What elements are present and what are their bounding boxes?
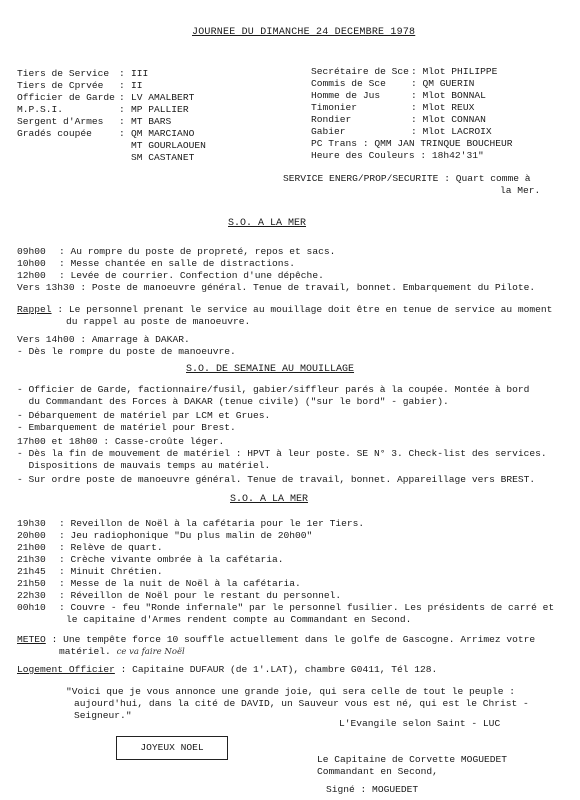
right-list-item: Rondier : Mlot CONNAN <box>311 114 486 125</box>
section-title-a-la-mer: S.O. A LA MER <box>228 218 307 229</box>
left-list-item: Tiers de Cprvée : II <box>17 80 143 91</box>
left-list-item: M.P.S.I. : MP PALLIER <box>17 104 189 115</box>
left-list-item: Gradés coupée : QM MARCIANO <box>17 128 195 139</box>
mouillage-line: - Officier de Garde, factionnaire/fusil, gabier/siffleur parés à la coupée. Montée à bord <box>17 384 530 395</box>
schedule-row: 10h00 : Messe chantée en salle de distractions. <box>17 258 296 269</box>
schedule-row: 20h00 : Jeu radiophonique "Du plus malin de 20h00" <box>17 530 313 541</box>
schedule-row: 21h30 : Crèche vivante ombrée à la cafétaria. <box>17 554 284 565</box>
schedule-row: 21h00 : Relève de quart. <box>17 542 163 553</box>
schedule-row: 12h00 : Levée de courrier. Confection d'une dépêche. <box>17 270 324 281</box>
left-list-item: Sergent d'Armes : MT BARS <box>17 116 172 127</box>
mouillage-line: Dispositions de mauvais temps au matériel. <box>17 460 271 471</box>
schedule-row: 21h45 : Minuit Chrétien. <box>17 566 163 577</box>
signature-line: Signé : MOGUEDET <box>326 784 419 795</box>
mouillage-line: - Débarquement de matériel par LCM et Grues. <box>17 410 271 421</box>
signature-line: Commandant en Second, <box>317 766 438 777</box>
grades-extra-1: MT GOURLAOUEN <box>131 140 206 151</box>
service-energ: SERVICE ENERG/PROP/SECURITE : Quart comme à <box>283 173 531 184</box>
quote-source: L'Evangile selon Saint - LUC <box>339 718 501 729</box>
couvre-feu-cont: le capitaine d'Armes rendent compte au Commandant en Second. <box>66 614 412 625</box>
quote-line: Seigneur." <box>74 710 132 721</box>
schedule-row: 09h00 : Au rompre du poste de propreté, repos et sacs. <box>17 246 336 257</box>
quote-line: aujourd'hui, dans la cité de DAVID, un Sauveur vous est né, qui est le Christ - <box>74 698 529 709</box>
rappel-note-cont: du rappel au poste de manoeuvre. <box>66 316 251 327</box>
right-list-item: Gabier : Mlot LACROIX <box>311 126 492 137</box>
arrival-note-sub: - Dès le rompre du poste de manoeuvre. <box>17 346 236 357</box>
left-list-item: Officier de Garde : LV AMALBERT <box>17 92 195 103</box>
mouillage-line: - Embarquement de matériel pour Brest. <box>17 422 236 433</box>
right-list-item: Secrétaire de Sce : Mlot PHILIPPE <box>311 66 498 77</box>
pc-trans: PC Trans : QMM JAN TRINQUE BOUCHEUR <box>311 138 513 149</box>
right-list-item: Timonier : Mlot REUX <box>311 102 475 113</box>
grades-extra-2: SM CASTANET <box>131 152 195 163</box>
section-title-semaine-mouillage: S.O. DE SEMAINE AU MOUILLAGE <box>186 364 355 375</box>
rappel-note: Rappel : Le personnel prenant le service au mouillage doit être en tenue de service au moment <box>17 304 553 315</box>
schedule-row: 19h30 : Reveillon de Noël à la cafétaria pour le 1er Tiers. <box>17 518 365 529</box>
schedule-row: 22h30 : Réveillon de Noël pour le restant du personnel. <box>17 590 342 601</box>
heure-couleurs: Heure des Couleurs : 18h42'31" <box>311 150 484 161</box>
right-list-item: Commis de Sce : QM GUERIN <box>311 78 475 89</box>
mouillage-line: du Commandant des Forces à DAKAR (tenue civile) ("sur le bord" - gabier). <box>17 396 449 407</box>
schedule-row: Vers 13h30 : Poste de manoeuvre général. Tenue de travail, bonnet. Embarquement du Pilote. <box>17 282 536 293</box>
section-title-a-la-mer-2: S.O. A LA MER <box>230 494 309 505</box>
service-energ-cont: la Mer. <box>500 185 541 196</box>
meteo-note-cont: matériel. ce va faire Noël <box>59 646 185 657</box>
handwritten-note: ce va faire Noël <box>116 647 185 657</box>
mouillage-line: 17h00 et 18h00 : Casse-croûte léger. <box>17 436 225 447</box>
meteo-note: METEO : Une tempête force 10 souffle actuellement dans le golfe de Gascogne. Arrimez votre <box>17 634 536 645</box>
quote-line: "Voici que je vous annonce une grande joie, qui sera celle de tout le peuple : <box>66 686 516 697</box>
arrival-note: Vers 14h00 : Amarrage à DAKAR. <box>17 334 190 345</box>
schedule-row: 21h50 : Messe de la nuit de Noël à la cafétaria. <box>17 578 301 589</box>
mouillage-line: - Dès la fin de mouvement de matériel : HPVT à leur poste. SE N° 3. Check-list des services. <box>17 448 547 459</box>
page-title: JOURNEE DU DIMANCHE 24 DECEMBRE 1978 <box>192 27 416 38</box>
right-list-item: Homme de Jus : Mlot BONNAL <box>311 90 486 101</box>
joyeux-noel-box: JOYEUX NOEL <box>116 736 228 760</box>
schedule-row: 00h10 : Couvre - feu "Ronde infernale" par le personnel fusilier. Les présidents de carré et <box>17 602 555 613</box>
mouillage-line: - Sur ordre poste de manoeuvre général. Tenue de travail, bonnet. Appareillage vers BREST. <box>17 474 536 485</box>
signature-line: Le Capitaine de Corvette MOGUEDET <box>317 754 507 765</box>
logement-note: Logement Officier : Capitaine DUFAUR (de 1'.LAT), chambre G0411, Tél 128. <box>17 664 438 675</box>
left-list-item: Tiers de Service : III <box>17 68 149 79</box>
